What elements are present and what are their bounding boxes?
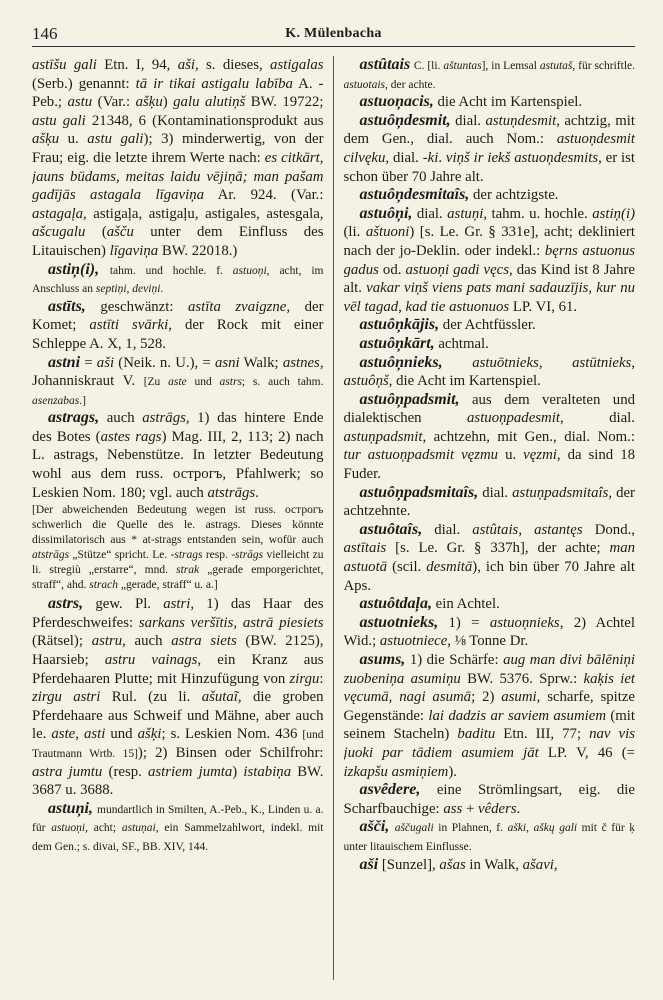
dictionary-entry: astīšu gali Etn. I, 94, aši, s. dieses, astigalas (Serb.) genannt: tā ir tikai astigalu labība A. - Peb.; astu (Var.: ašķu) galu alutiņš BW. 19722; astu gali 21348, 6 (Kontaminationsprodukt aus ašķu u. astu gali); 3) minderwertig, von der Frau; eig. die letzte ihrem Werte nach: es citkārt, jauns būdams, meitas laidu vējiņā; man pašam gadījās astagala līgaviņa Ar. 924. (Var.: astagaļa, astigaļa, astigaļu, astigales, astesgala, ašcugalu (ašču unter dem Einfluss des Litauischen) līgaviņa BW. 22018.)	[32, 57, 324, 259]
dictionary-entry: astrags, auch astrāgs, 1) das hintere Ende des Botes (astes rags) Mag. III, 2, 113; 2) nach L. astrags, Nebenstütze. In letzter Bedeutung wohl aus dem russ. острогъ, Pfahlwerk; so Leskien Nom. 180; vgl. auch atstrāgs.	[32, 409, 324, 501]
dictionary-entry: astuotnieks, 1) = astuoņnieks, 2) Achtel Wid.; astuotniece, ⅛ Tonne Dr.	[343, 613, 635, 650]
dictionary-entry: astni = aši (Neik. n. U.), = asni Walk; astnes, Johanniskraut V. [Zu aste und astrs; s. auch tahm. asenzabas.]	[32, 353, 324, 407]
right-column	[344, 56, 636, 980]
dictionary-entry: astiņ(i), tahm. und hochle. f. astuoņi, acht, im Anschluss an septiņi, deviņi.	[32, 260, 324, 296]
dictionary-entry: astuôņpadsmit, aus dem veralteten und dialektischen astuoņpadesmit, dial. astuņpadsmit, achtzehn, mit Gen., dial. Nom.: tur astuoņpadsmit vęzmu u. vęzmi, da sind 18 Fuder.	[343, 390, 635, 483]
page-number: 146	[32, 24, 58, 43]
dictionary-entry: ašči, aščugali in Plahnen, f. aški, aškų gali mit č für ķ unter litauischem Einflusse.	[343, 818, 635, 853]
dictionary-entry: aši [Sunzel], ašas in Walk, ašavi,	[359, 855, 558, 873]
dictionary-entry: astuôņkārt, achtmal.	[359, 334, 489, 352]
dictionary-entry: asvêdere, eine Strömlingsart, eig. die Scharfbauchige: ass + vêders.	[343, 781, 635, 817]
dictionary-entry: astuôņdesmit, dial. astuņdesmit, achtzig, mit dem Gen., dial. auch Nom.: astuoņdesmit cilvęku, dial. -ki. viņš ir iekš astuoņdesmits, er ist schon über 70 Jahre alt.	[343, 111, 635, 185]
dictionary-entry: astuôņkājis, der Achtfüssler.	[359, 316, 536, 334]
dictionary-entry: astûtais C. [li. aštuntas], in Lemsal astutaš, für schriftle. astuotais, der achte.	[343, 56, 635, 91]
running-title: K. Mülenbacha	[285, 26, 382, 41]
dictionary-entry: astuôtaîs, dial. astûtais, astantęs Dond., astītais [s. Le. Gr. § 337h], der achte; man astuotā (scil. desmitā), ich bin über 70 Jahre alt Aps.	[343, 520, 635, 594]
dictionary-entry: astuôņnieks, astuōtnieks, astūtnieks, astuôņš, die Acht im Kartenspiel.	[343, 353, 635, 390]
dictionary-entry: astuoņacis, die Acht im Kartenspiel.	[359, 93, 583, 111]
dictionary-entry: astuôtdaļa, ein Achtel.	[359, 595, 500, 613]
dictionary-entry: astīts, geschwänzt: astīta zvaigzne, der Komet; astīti svārki, der Rock mit einer Schleppe A. X, 1, 528.	[32, 297, 324, 352]
text-columns	[32, 56, 635, 980]
dictionary-entry: astrs, gew. Pl. astri, 1) das Haar des Pferdeschweifes: sarkans veršītis, astrā piesiets (Rätsel); astru, auch astra siets (BW. 2125), Haarsieb; astru vainags, ein Kranz aus Pferdehaaren Plutte; mit Hinzufügung von zirgu: zirgu astri Rul. (zu li. ašutaĩ, die groben Pferdehaare aus Schweif und Mähne, aber auch le. aste, asti und ašķi; s. Leskien Nom. 436 [und Trautmann Wrtb. 15]); 2) Binsen oder Schilfrohr: astra jumtu (resp. astriem jumta) istabiņa BW. 3687 u. 3688.	[32, 595, 324, 799]
etymology-note: [Der abweichenden Bedeutung wegen ist russ. острогъ schwerlich die Quelle des le. astrags. Dieses könnte dissimilatorisch aus * at-strags entstanden sein, wofür auch atstrāgs „Stütze“ spricht. Le. -strags resp. -strāgs vielleicht zu li. stregiù „erstarre“, mnd. strak „gerade emporgerichtet, straff“, ahd. strach „gerade, straff“ u. a.]	[32, 504, 324, 592]
left-column	[32, 56, 334, 980]
dictionary-entry: astuôņdesmitaîs, der achtzigste.	[359, 186, 559, 204]
dictionary-entry: astuņi, mundartlich in Smilten, A.-Peb., K., Linden u. a. für astuoņi, acht; astuņai, ein Sammelzahlwort, indekl. mit dem Gen.; s. divai, SF., BB. XIV, 144.	[32, 799, 324, 853]
page-header	[32, 18, 635, 47]
dictionary-entry: asums, 1) die Schärfe: aug man divi bālēniņi zuobeniņa asumiņu BW. 5376. Sprw.: kaķis iet vęcumā, nagi asumā; 2) asumi, scharfe, spitze Gegenstände: lai dadzis ar saviem asumiem (mit seinem Stacheln) baditu Etn. III, 77; nav vis juoki par tādiem asumiem jāt LP. V, 46 (= izkapšu asmiņiem).	[343, 651, 635, 780]
dictionary-entry: astuôņpadsmitaîs, dial. astuņpadsmitaîs, der achtzehnte.	[343, 483, 635, 520]
dictionary-entry: astuôņi, dial. astuņi, tahm. u. hochle. astiņ(i) (li. aštuoni) [s. Le. Gr. § 331e], acht; dekliniert nach der jo-Deklin. oder indekl.: bęrns astuonus gadus od. astuoņi gadi vęcs, das Kind ist 8 Jahre alt. vakar viņš viens pats mani sadauzījis, kur nu vēl tagad, kad tie astuonuos LP. VI, 61.	[343, 204, 635, 315]
